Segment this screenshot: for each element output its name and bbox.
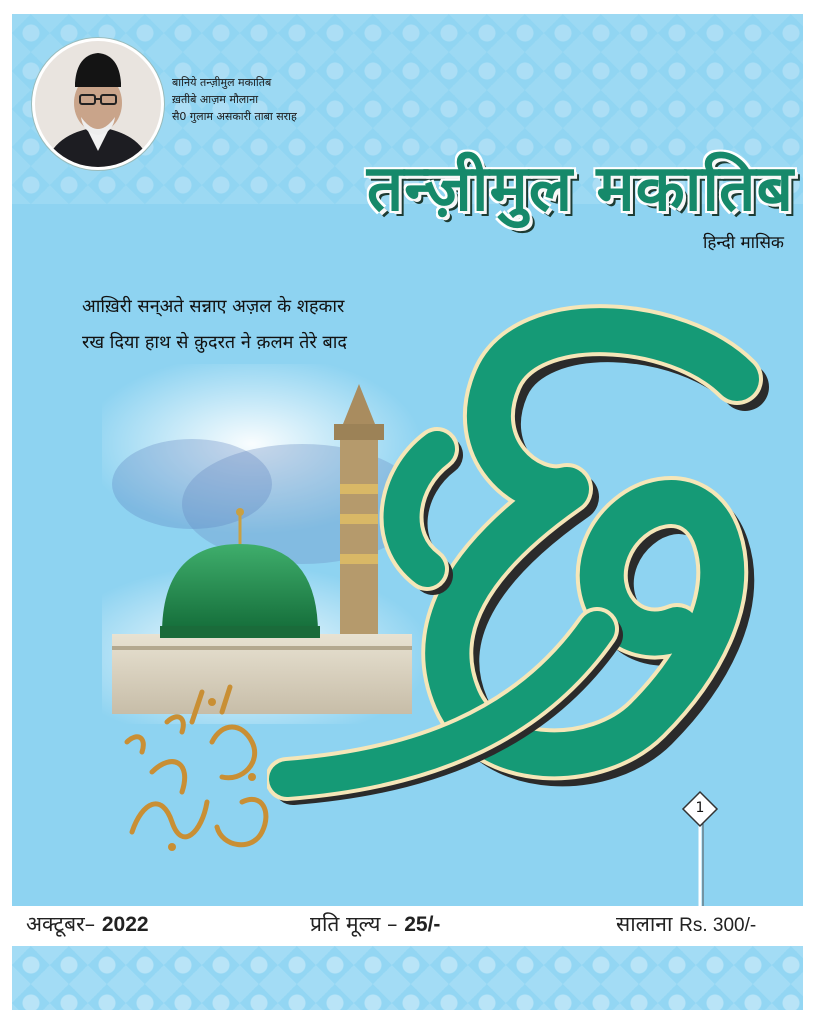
issue-date xyxy=(26,906,149,942)
salutation-calligraphy xyxy=(112,682,282,862)
magazine-subtitle: हिन्दी मासिक xyxy=(702,233,784,253)
annual-label: सालाना xyxy=(616,912,673,936)
muhammad-calligraphy xyxy=(267,299,787,819)
price-value: 25/- xyxy=(404,913,441,936)
issue-year: 2022 xyxy=(101,913,149,936)
cover-footer xyxy=(12,906,803,949)
founder-caption xyxy=(172,74,412,125)
page-number: 1 xyxy=(695,800,705,816)
magazine-title: तन्ज़ीमुल मकातिब xyxy=(366,152,794,226)
founder-line-1: बानिये तन्ज़ीमुल मकातिब xyxy=(172,76,272,89)
single-copy-price xyxy=(310,906,440,942)
founder-line-2: ख़तीबे आज़म मौलाना xyxy=(172,93,259,106)
founder-line-3: सै0 गुलाम असकारी ताबा सराह xyxy=(172,110,297,123)
magazine-cover xyxy=(12,14,803,1010)
founder-portrait xyxy=(32,38,164,170)
annual-subscription xyxy=(616,906,756,942)
price-label: प्रति मूल्य – xyxy=(310,912,398,936)
issue-month: अक्टूबर– xyxy=(26,912,96,936)
annual-value: Rs. 300/- xyxy=(679,915,757,936)
couplet-line-2: रख दिया हाथ से क़ुदरत ने क़लम तेरे बाद xyxy=(82,332,347,353)
couplet-line-1: आख़िरी सन्अते सन्नाए अज़ल के शहकार xyxy=(82,296,345,317)
bottom-geometric-pattern xyxy=(12,946,803,1010)
